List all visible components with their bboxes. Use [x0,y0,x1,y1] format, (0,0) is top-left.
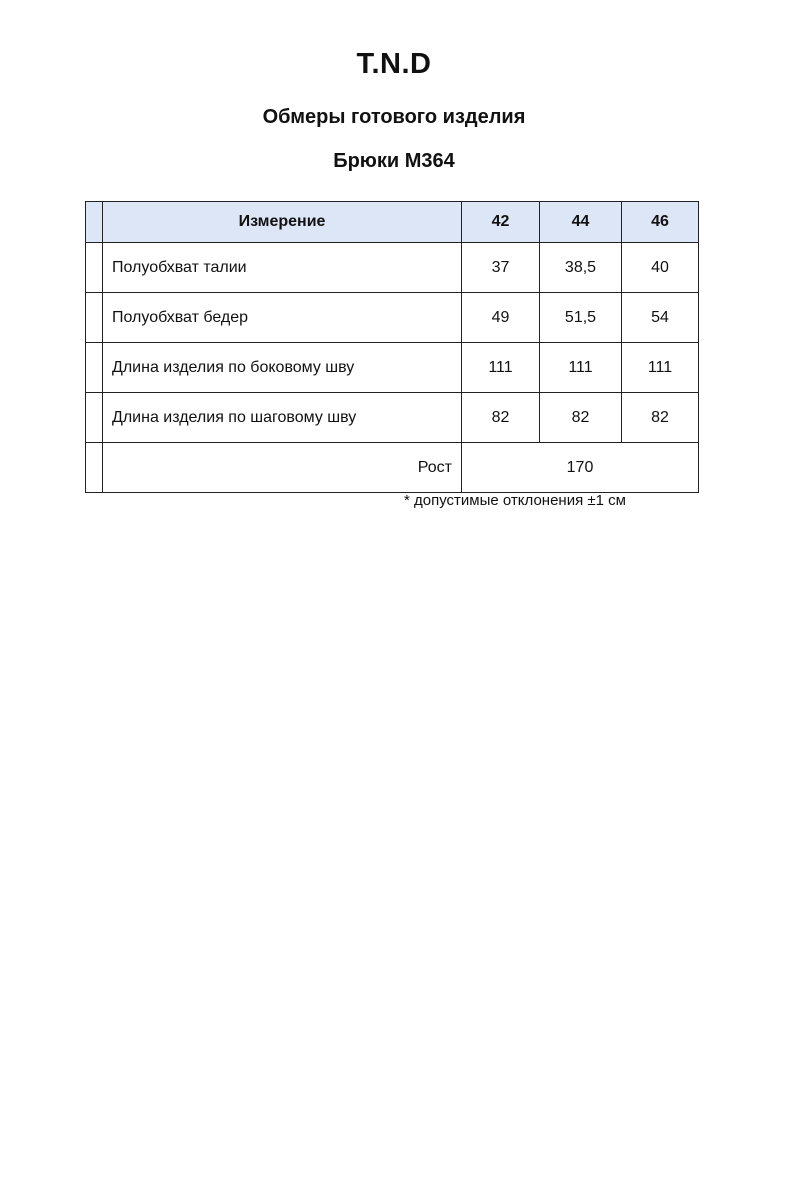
row-label: Полуобхват бедер [103,293,462,343]
row-value: 111 [540,343,622,393]
row-value: 37 [462,243,540,293]
row-marker-cell [86,443,103,493]
header-size-44: 44 [540,202,622,243]
tolerance-note: * допустимые отклонения ±1 см [404,492,626,509]
row-value: 82 [540,393,622,443]
height-row [86,443,699,493]
header-measurement: Измерение [103,202,462,243]
brand-title: T.N.D [356,48,432,80]
row-marker-cell [86,293,103,343]
row-label: Полуобхват талии [103,243,462,293]
document-title: Обмеры готового изделия [262,106,526,128]
header-size-42: 42 [462,202,540,243]
product-name: Брюки М364 [333,150,455,172]
row-marker-cell [86,243,103,293]
row-value: 82 [462,393,540,443]
row-value: 111 [462,343,540,393]
row-marker-cell [86,393,103,443]
table-row [86,243,699,293]
row-label: Длина изделия по боковому шву [103,343,462,393]
row-value: 40 [622,243,699,293]
header-size-46: 46 [622,202,699,243]
measurements-table [85,201,699,493]
row-value: 38,5 [540,243,622,293]
height-label: Рост [103,443,462,493]
row-value: 49 [462,293,540,343]
height-value: 170 [462,443,699,493]
row-marker-cell [86,343,103,393]
table-row [86,393,699,443]
table-header-row [86,202,699,243]
row-marker-cell [86,202,103,243]
table-row [86,293,699,343]
table-row [86,343,699,393]
row-value: 54 [622,293,699,343]
row-value: 82 [622,393,699,443]
row-value: 111 [622,343,699,393]
row-value: 51,5 [540,293,622,343]
row-label: Длина изделия по шаговому шву [103,393,462,443]
